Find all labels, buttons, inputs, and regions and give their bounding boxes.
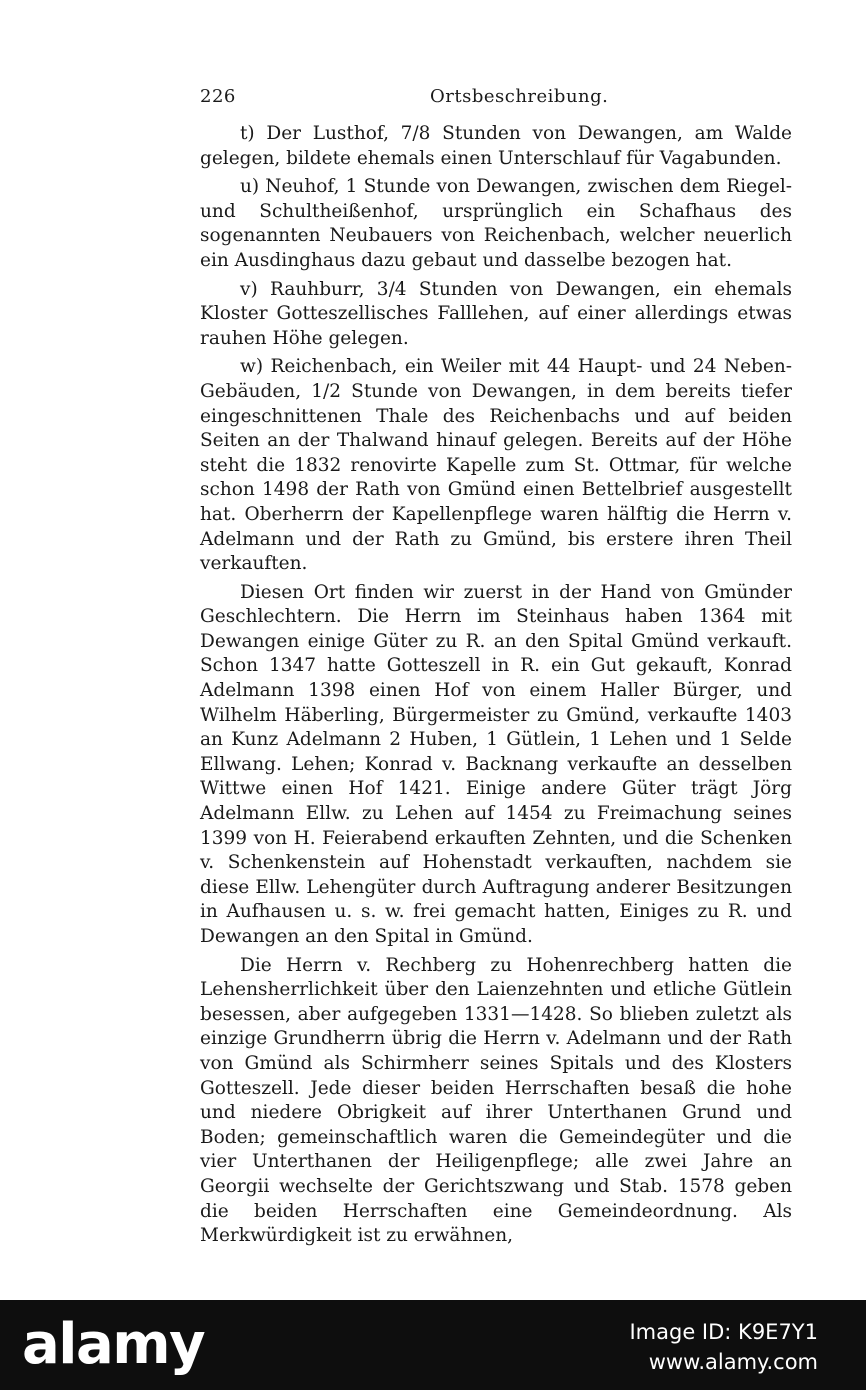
paragraph-neuhof: u) Neuhof, 1 Stunde von Dewangen, zwischen dem Riegel- und Schultheißenhof, ursprünglich ein Schafhaus des sogenannten Neubauers von Reichenbach, welcher neuerlich ein Ausdinghaus dazu gebaut und dasselbe bezogen hat. xyxy=(200,176,792,271)
page-number: 226 xyxy=(200,86,236,107)
image-id-label: Image ID: K9E7Y1 xyxy=(629,1320,818,1344)
watermark-footer xyxy=(0,1300,866,1390)
paragraph-reichenbach: w) Reichenbach, ein Weiler mit 44 Haupt- und 24 Neben-Gebäuden, 1/2 Stunde von Dewangen, in dem bereits tiefer eingeschnittenen Thale des Reichenbachs und auf beiden Seiten an der Thalwand hinauf gelegen. Bereits auf der Höhe steht die 1832 renovirte Kapelle zum St. Ottmar, für welche schon 1498 der Rath von Gmünd einen Bettelbrief ausgestellt hat. Oberherrn der Kapellenpflege waren hälftig die Herrn v. Adelmann und der Rath zu Gmünd, bis erstere ihren Theil verkauften. xyxy=(200,356,792,575)
body-text xyxy=(200,122,792,1253)
paragraph-lordship: Die Herrn v. Rechberg zu Hohenrechberg hatten die Lehensherrlichkeit über den Laienzehnten und etliche Gütlein besessen, aber aufgegeben 1331—1428. So blieben zuletzt als einzige Grundherrn übrig die Herrn v. Adelmann und der Rath von Gmünd als Schirmherr seines Spitals und des Klosters Gotteszell. Jede dieser beiden Herrschaften besaß die hohe und niedere Obrigkeit auf ihrer Unterthanen Grund und Boden; gemeinschaftlich waren die Gemeindegüter und die vier Unterthanen der Heiligenpflege; alle zwei Jahre an Georgii wechselte der Gerichtszwang und Stab. 1578 geben die beiden Herrschaften eine Gemeindeordnung. Als Merkwürdigkeit ist zu erwähnen, xyxy=(200,954,792,1247)
paragraph-lusthof: t) Der Lusthof, 7/8 Stunden von Dewangen, am Walde gelegen, bildete ehemals einen Unterschlauf für Vagabunden. xyxy=(200,123,792,169)
page-header xyxy=(200,86,790,116)
paragraph-history: Diesen Ort finden wir zuerst in der Hand von Gmünder Geschlechtern. Die Herrn im Steinhaus haben 1364 mit Dewangen einige Güter zu R. an den Spital Gmünd verkauft. Schon 1347 hatte Gotteszell in R. ein Gut gekauft, Konrad Adelmann 1398 einen Hof von einem Haller Bürger, und Wilhelm Häberling, Bürgermeister zu Gmünd, verkaufte 1403 an Kunz Adelmann 2 Huben, 1 Gütlein, 1 Lehen und 1 Selde Ellwang. Lehen; Konrad v. Backnang verkaufte an desselben Wittwe einen Hof 1421. Einige andere Güter trägt Jörg Adelmann Ellw. zu Lehen auf 1454 zu Freimachung seines 1399 von H. Feierabend erkauften Zehnten, und die Schenken v. Schenkenstein auf Hohenstadt verkauften, nachdem sie diese Ellw. Lehengüter durch Auftragung anderer Besitzungen in Aufhausen u. s. w. frei gemacht hatten, Einiges zu R. und Dewangen an den Spital in Gmünd. xyxy=(200,581,792,947)
site-url-label: www.alamy.com xyxy=(648,1350,818,1374)
paragraph-rauhburr: v) Rauhburr, 3/4 Stunden von Dewangen, ein ehemals Kloster Gotteszellisches Falllehen, auf einer allerdings etwas rauhen Höhe gelegen. xyxy=(200,278,792,349)
alamy-logo: alamy xyxy=(22,1312,205,1377)
running-head: Ortsbeschreibung. xyxy=(430,86,609,107)
